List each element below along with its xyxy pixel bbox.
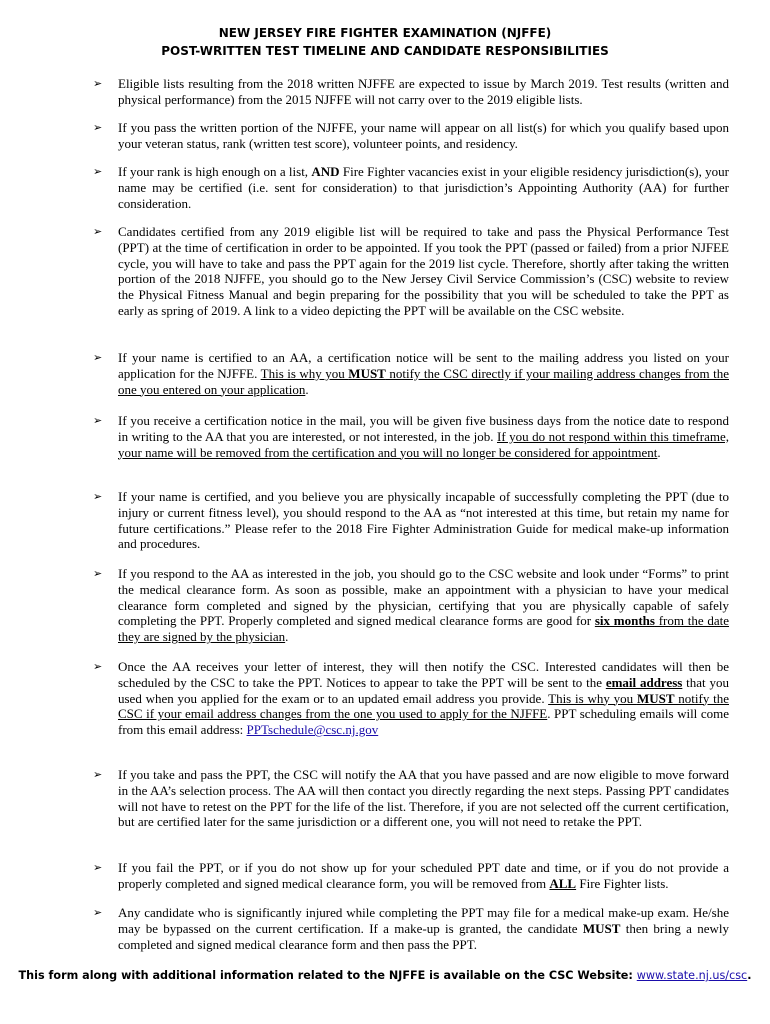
item-text <box>118 767 729 830</box>
text-segment: . <box>305 381 309 397</box>
text-segment: If you respond to the AA as interested in the job, you should go to the CSC website and look under “Forms” to print the medical clearance form. As soon as possible, make an appointment with a physician to have your medical clearance form completed and signed by the physician, certifying that you are physically capable of safely completing the PPT. Properly completed and signed medical clearance forms are good for <box>118 566 729 629</box>
item-text <box>118 860 729 892</box>
document-title: NEW JERSEY FIRE FIGHTER EXAMINATION (NJFFE) <box>218 26 552 40</box>
text-segment: If you do not respond within this timeframe, your name will be removed from the certification and you will no longer be considered for appointment <box>118 428 729 460</box>
item-text <box>118 120 729 152</box>
footer-note <box>0 969 770 982</box>
emphasis-text: ALL <box>549 875 577 891</box>
arrow-bullet-icon: ➢ <box>93 861 103 874</box>
text-segment: This is why you <box>260 365 349 381</box>
arrow-bullet-icon: ➢ <box>93 414 103 427</box>
text-segment: If your name is certified, and you believe you are physically incapable of successfully completing the PPT (due to injury or current fitness level), you should respond to the AA as “not interested at this time, but retain my name for future certifications.” Please refer to the 2018 Fire Fighter Administration Guide for medical make-up information and procedures. <box>118 489 729 552</box>
item-text <box>118 659 729 738</box>
text-segment: If your rank is high enough on a list, <box>118 164 312 179</box>
document-subtitle: POST-WRITTEN TEST TIMELINE AND CANDIDATE RESPONSIBILITIES <box>161 44 609 58</box>
text-segment: If you pass the written portion of the NJFFE, your name will appear on all list(s) for which you qualify based upon your veteran status, rank (written test score), volunteer points, and residency. <box>118 120 729 151</box>
text-segment: If your name is certified to an AA, a certification notice will be sent to the mailing address you listed on your application for the NJFFE. <box>118 350 729 381</box>
text-segment: Candidates certified from any 2019 eligible list will be required to take and pass the Physical Performance Test (PPT) at the time of certification in order to be appointed. If you took the PPT (passed or failed) from a prior NJFEE cycle, you will have to take and pass the PPT again for the 2019 list cycle. Therefore, shortly after taking the written portion of the 2018 NJFFE, you should go to the New Jersey Civil Service Commission’s (CSC) website to review the Physical Fitness Manual and begin preparing for the possibility that you will be scheduled to take the PPT as early as spring of 2019. A link to a video depicting the PPT will be available on the CSC website. <box>118 224 729 318</box>
arrow-bullet-icon: ➢ <box>93 906 103 919</box>
footer-period: . <box>747 969 752 982</box>
arrow-bullet-icon: ➢ <box>93 121 103 134</box>
emphasis-text: MUST <box>348 365 386 381</box>
text-segment: Eligible lists resulting from the 2018 written NJFFE are expected to issue by March 2019. Test results (written and physical performance) from the 2015 NJFFE will not carry over to the 2019 eligible lists. <box>118 76 729 107</box>
arrow-bullet-icon: ➢ <box>93 660 103 673</box>
item-text <box>118 164 729 211</box>
arrow-bullet-icon: ➢ <box>93 225 103 238</box>
item-text <box>118 905 729 952</box>
email-link[interactable]: PPTschedule@csc.nj.gov <box>246 722 379 738</box>
item-text <box>118 566 729 645</box>
text-segment: . PPT scheduling emails will come from this email address: <box>118 706 729 738</box>
text-segment: that you used when you applied for the exam or to an updated email address you provide. <box>118 674 729 706</box>
item-text <box>118 350 729 397</box>
item-text <box>118 224 729 319</box>
text-segment: If you fail the PPT, or if you do not show up for your scheduled PPT date and time, or if you do not provide a properly completed and signed medical clearance form, you will be removed from <box>118 860 729 891</box>
csc-website-link[interactable]: www.state.nj.us/csc <box>636 969 748 982</box>
item-text <box>118 76 729 108</box>
text-segment: notify the CSC directly if your mailing address changes from the one you entered on your application <box>118 365 729 397</box>
arrow-bullet-icon: ➢ <box>93 77 103 90</box>
text-segment: Fire Fighter lists. <box>576 875 669 891</box>
text-segment: If you take and pass the PPT, the CSC will notify the AA that you have passed and are now eligible to move forward in the AA’s selection process. The AA will then contact you directly regarding the next steps. Passing PPT candidates will not have to retest on the PPT for the life of the list. Therefore, if you are not selected off the current certification, but are certified later for the same jurisdiction or a different one, you will not need to retake the PPT. <box>118 767 729 830</box>
text-segment: from the date they are signed by the physician <box>118 613 729 645</box>
text-segment: Fire Fighter vacancies exist in your eligible residency jurisdiction(s), your name may be certified (i.e. sent for consideration) to that jurisdiction’s Appointing Authority (AA) for further consideration. <box>118 164 729 211</box>
text-segment: Any candidate who is significantly injured while completing the PPT may file for a medical make-up exam. He/she may be bypassed on the current certification. If a make-up is granted, the candidate <box>118 905 729 936</box>
text-segment: notify the CSC if your email address changes from the one you used to apply for the NJFFE <box>118 690 729 722</box>
emphasis-text: AND <box>311 164 340 179</box>
footer-text: This form along with additional information related to the NJFFE is available on the CSC Website: <box>18 969 637 982</box>
arrow-bullet-icon: ➢ <box>93 165 103 178</box>
item-text <box>118 413 729 460</box>
emphasis-text: MUST <box>636 690 675 706</box>
text-segment: . <box>285 629 289 645</box>
text-segment: . <box>657 444 661 460</box>
text-segment: If you receive a certification notice in the mail, you will be given five business days from the notice date to respond in writing to the AA that you are interested, or not interested, in the job. <box>118 413 729 444</box>
emphasis-text: six months <box>594 613 655 629</box>
text-segment: then bring a newly completed and signed medical clearance form and then pass the PPT. <box>118 920 729 952</box>
emphasis-text: MUST <box>582 920 621 936</box>
text-segment: This is why you <box>548 690 637 706</box>
emphasis-text: email address <box>605 674 683 690</box>
arrow-bullet-icon: ➢ <box>93 490 103 503</box>
arrow-bullet-icon: ➢ <box>93 768 103 781</box>
arrow-bullet-icon: ➢ <box>93 351 103 364</box>
text-segment: Once the AA receives your letter of interest, they will then notify the CSC. Interested candidates will then be scheduled by the CSC to take the PPT. Notices to appear to take the PPT will be sent to the <box>118 659 729 690</box>
item-text <box>118 489 729 552</box>
arrow-bullet-icon: ➢ <box>93 567 103 580</box>
